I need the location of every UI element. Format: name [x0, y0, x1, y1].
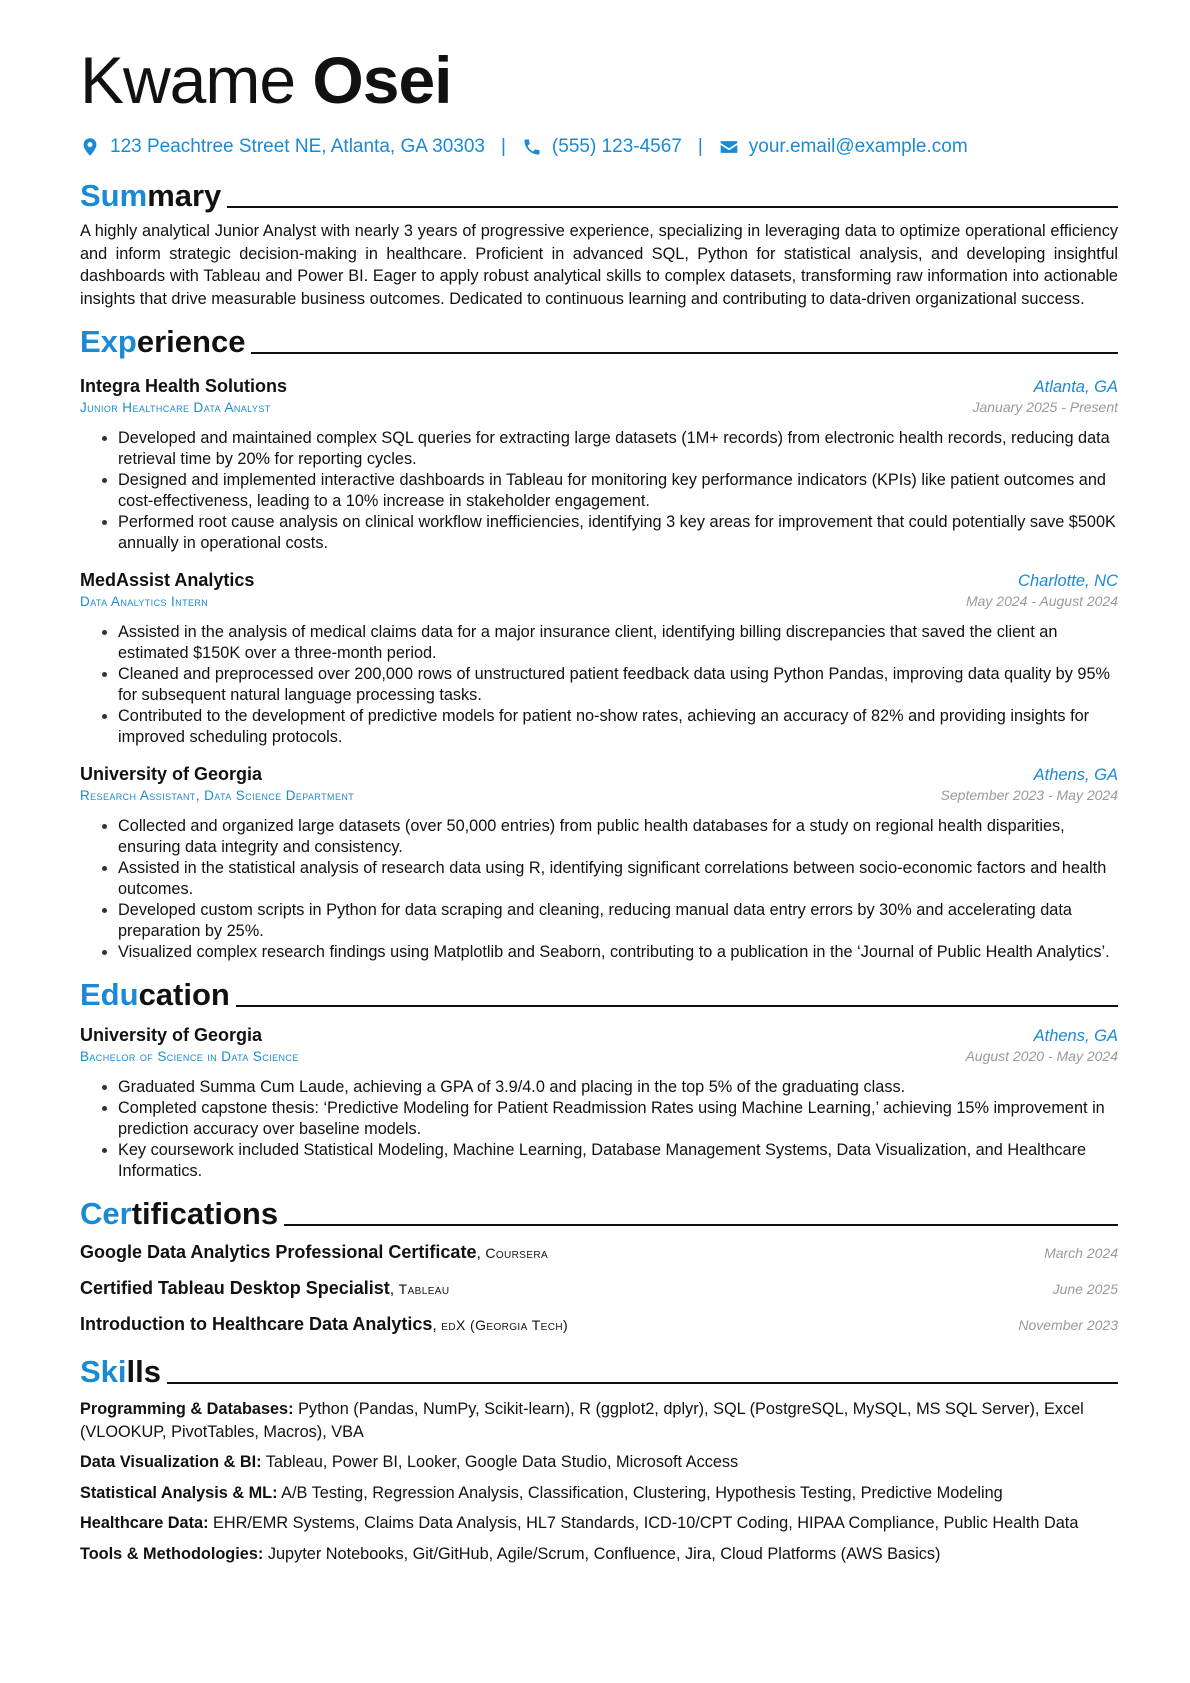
certification-date: March 2024	[1044, 1245, 1118, 1262]
role-title: Junior Healthcare Data Analyst	[80, 400, 271, 416]
organization: University of Georgia	[80, 764, 263, 785]
phone-item	[522, 136, 682, 158]
bullet-list	[80, 428, 1118, 554]
certification-issuer: Tableau	[398, 1281, 450, 1298]
bullet-item: • Key coursework included Statistical Modeling, Machine Learning, Database Management Systems, Data Visualization, and Healthcare Informatics.	[118, 1140, 1118, 1182]
section-title: Education	[80, 977, 230, 1013]
certification-date: November 2023	[1018, 1317, 1118, 1334]
map-pin-icon	[80, 137, 100, 157]
envelope-icon	[719, 137, 739, 157]
date-range: May 2024 - August 2024	[965, 593, 1118, 610]
phone-text: (555) 123-4567	[551, 136, 682, 157]
skill-row	[80, 1451, 1118, 1474]
certification-item: Certified Tableau Desktop Specialist, Tableau June 2025	[80, 1278, 1118, 1299]
skills-heading	[80, 1350, 1118, 1390]
skill-value: EHR/EMR Systems, Claims Data Analysis, HL7 Standards, ICD-10/CPT Coding, HIPAA Compliance, Public Health Data	[213, 1514, 1079, 1533]
skills-section	[80, 1350, 1118, 1565]
skill-label: Data Visualization & BI:	[80, 1453, 262, 1472]
bullet-item: • Completed capstone thesis: ‘Predictive Modeling for Patient Readmission Rates using Machine Learning,’ achieving 15% improvement in prediction accuracy over baseline models.	[118, 1098, 1118, 1140]
bullet-item: • Cleaned and preprocessed over 200,000 rows of unstructured patient feedback data using Python Pandas, improving data quality by 95% for subsequent natural language processing tasks.	[118, 664, 1118, 706]
role-title: Research Assistant, Data Science Department	[80, 788, 355, 804]
skill-label: Statistical Analysis & ML:	[80, 1483, 278, 1502]
date-range: September 2023 - May 2024	[940, 787, 1118, 804]
location: Charlotte, NC	[1018, 572, 1118, 591]
bullet-list	[80, 816, 1118, 963]
phone-icon	[522, 137, 542, 157]
role-title: Data Analytics Intern	[80, 594, 209, 610]
summary-heading	[80, 174, 1118, 214]
contact-separator: |	[500, 136, 506, 157]
last-name: Osei	[312, 43, 452, 117]
section-rule	[227, 206, 1118, 208]
organization: MedAssist Analytics	[80, 570, 255, 591]
certification-name: Certified Tableau Desktop Specialist	[80, 1278, 390, 1299]
bullet-item: • Visualized complex research findings using Matplotlib and Seaborn, contributing to a publication in the ‘Journal of Public Health Analytics’.	[118, 942, 1118, 963]
bullet-item: • Developed custom scripts in Python for data scraping and cleaning, reducing manual data entry errors by 30% and accelerating data preparation by 25%.	[118, 900, 1118, 942]
bullet-item: • Graduated Summa Cum Laude, achieving a GPA of 3.9/4.0 and placing in the top 5% of the graduating class.	[118, 1077, 1118, 1098]
education-entry	[80, 1023, 1118, 1182]
email-item	[719, 136, 968, 158]
location: Athens, GA	[1033, 766, 1118, 785]
bullet-item: • Performed root cause analysis on clinical workflow inefficiencies, identifying 3 key areas for improvement that could potentially save $500K annually in operational costs.	[118, 512, 1118, 554]
institution: University of Georgia	[80, 1025, 263, 1046]
resume-page	[80, 40, 1118, 1565]
degree: Bachelor of Science in Data Science	[80, 1049, 299, 1065]
candidate-name	[80, 40, 1118, 122]
education-heading	[80, 973, 1118, 1013]
contact-separator: |	[697, 136, 703, 157]
education-section	[80, 973, 1118, 1182]
experience-heading	[80, 320, 1118, 360]
bullet-item: • Assisted in the analysis of medical claims data for a major insurance client, identifying billing discrepancies that saved the client an estimated $150K over a three-month period.	[118, 622, 1118, 664]
section-title: Certifications	[80, 1196, 279, 1232]
organization: Integra Health Solutions	[80, 376, 288, 397]
certification-item: Introduction to Healthcare Data Analytics, edX (Georgia Tech) November 2023	[80, 1314, 1118, 1335]
section-rule	[251, 352, 1118, 354]
certification-issuer: edX (Georgia Tech)	[441, 1317, 569, 1334]
section-title: Experience	[80, 324, 246, 360]
skill-row	[80, 1482, 1118, 1505]
certification-date: June 2025	[1052, 1281, 1118, 1298]
summary-section	[80, 174, 1118, 310]
skill-row	[80, 1398, 1118, 1443]
skill-value: Jupyter Notebooks, Git/GitHub, Agile/Scrum, Confluence, Jira, Cloud Platforms (AWS Basics)	[267, 1544, 941, 1563]
email-link[interactable]: your.email@example.com	[748, 136, 968, 157]
skill-label: Healthcare Data:	[80, 1514, 209, 1533]
skill-value: Python (Pandas, NumPy, Scikit-learn), R (ggplot2, dplyr), SQL (PostgreSQL, MySQL, MS SQL Server), Excel (VLOOKUP, PivotTables, Macros), VBA	[80, 1400, 1084, 1441]
certification-item: Google Data Analytics Professional Certificate, Coursera March 2024	[80, 1242, 1118, 1263]
skill-label: Programming & Databases:	[80, 1400, 294, 1419]
skill-row	[80, 1512, 1118, 1535]
experience-entry	[80, 568, 1118, 748]
bullet-item: • Developed and maintained complex SQL queries for extracting large datasets (1M+ records) from electronic health records, reducing data retrieval time by 20% for reporting cycles.	[118, 428, 1118, 470]
bullet-item: • Assisted in the statistical analysis of research data using R, identifying significant correlations between socio-economic factors and health outcomes.	[118, 858, 1118, 900]
certifications-heading	[80, 1192, 1118, 1232]
certification-name: Introduction to Healthcare Data Analytics	[80, 1314, 433, 1335]
skill-label: Tools & Methodologies:	[80, 1544, 264, 1563]
contact-line	[80, 130, 1118, 164]
section-rule	[236, 1005, 1118, 1007]
bullet-item: • Collected and organized large datasets (over 50,000 entries) from public health databases for a study on regional health disparities, ensuring data integrity and consistency.	[118, 816, 1118, 858]
bullet-item: • Designed and implemented interactive dashboards in Tableau for monitoring key performance indicators (KPIs) like patient outcomes and cost-effectiveness, leading to a 10% increase in stakeholder engagement.	[118, 470, 1118, 512]
date-range: January 2025 - Present	[972, 399, 1118, 416]
address-item	[80, 136, 485, 158]
date-range: August 2020 - May 2024	[965, 1048, 1118, 1065]
experience-entry	[80, 762, 1118, 963]
section-title: Skills	[80, 1354, 161, 1390]
skill-value: A/B Testing, Regression Analysis, Classification, Clustering, Hypothesis Testing, Predictive Modeling	[281, 1483, 1003, 1502]
skill-value: Tableau, Power BI, Looker, Google Data Studio, Microsoft Access	[265, 1453, 739, 1472]
experience-entry	[80, 374, 1118, 554]
first-name: Kwame	[80, 43, 296, 117]
section-title: Summary	[80, 178, 222, 213]
section-rule	[284, 1224, 1118, 1226]
summary-text: A highly analytical Junior Analyst with nearly 3 years of progressive experience, specializing in leveraging data to optimize operational efficiency and inform strategic decision-making in healthcare. Proficient in advanced SQL, Python for statistical analysis, and developing insightful dashboards with Tableau and Power BI. Eager to apply robust analytical skills to complex datasets, transforming raw information into actionable insights that drive measurable business outcomes. Dedicated to continuous learning and contributing to data-driven organizational success.	[80, 222, 1118, 308]
experience-section	[80, 320, 1118, 963]
certification-issuer: Coursera	[485, 1245, 549, 1262]
bullet-list	[80, 1077, 1118, 1182]
bullet-item: • Contributed to the development of predictive models for patient no-show rates, achieving an accuracy of 82% and providing insights for improved scheduling protocols.	[118, 706, 1118, 748]
certifications-section	[80, 1192, 1118, 1340]
certification-name: Google Data Analytics Professional Certificate	[80, 1242, 477, 1263]
location: Atlanta, GA	[1033, 378, 1118, 397]
address-text: 123 Peachtree Street NE, Atlanta, GA 30303	[110, 136, 485, 157]
section-rule	[167, 1382, 1118, 1384]
bullet-list	[80, 622, 1118, 748]
location: Athens, GA	[1033, 1027, 1118, 1046]
skill-row	[80, 1543, 1118, 1566]
